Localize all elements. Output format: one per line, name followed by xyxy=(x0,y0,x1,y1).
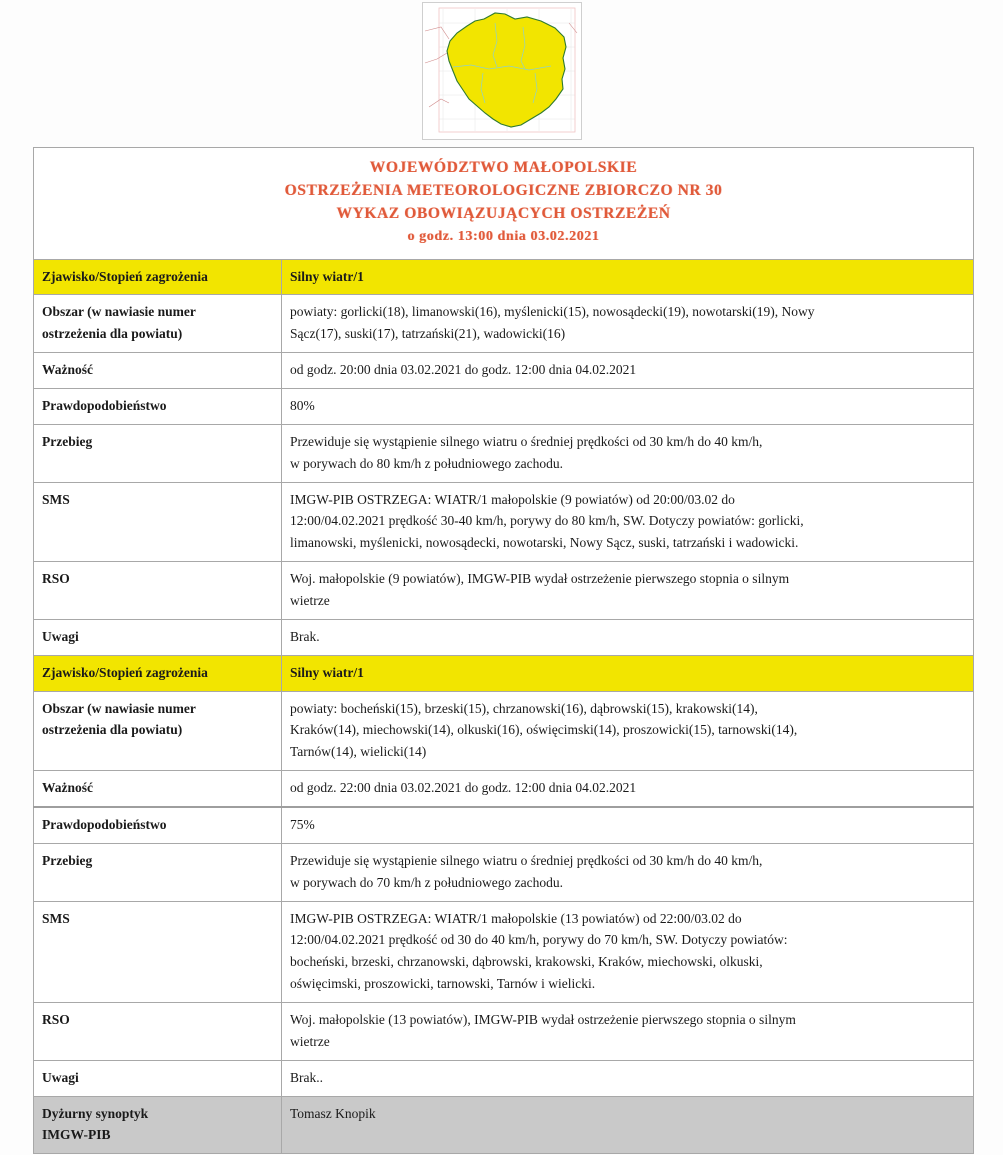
table-row-phenomenon-2 xyxy=(34,655,974,691)
table-row-validity-2 xyxy=(34,771,974,807)
label-rso-2: RSO xyxy=(34,1002,282,1060)
value-sms-1-line3: limanowski, myślenicki, nowosądecki, nowotarski, Nowy Sącz, suski, tatrzański i wadowicki. xyxy=(290,535,799,551)
label-duty-synoptic-line2: IMGW-PIB xyxy=(42,1127,111,1143)
header-subtitle: WYKAZ OBOWIĄZUJĄCYCH OSTRZEŻEŃ xyxy=(336,204,671,222)
label-sms-2: SMS xyxy=(34,901,282,1002)
map-svg xyxy=(423,3,579,137)
value-duty-synoptic-name: Tomasz Knopik xyxy=(282,1096,974,1154)
value-course-1-line2: w porywach do 80 km/h z południowego zachodu. xyxy=(290,455,563,471)
label-area-1 xyxy=(34,295,282,353)
label-area-1-line1: Obszar (w nawiasie numer xyxy=(42,304,196,320)
value-rso-2 xyxy=(282,1002,974,1060)
malopolskie-voivodeship-map xyxy=(422,2,582,140)
table-row-area-2 xyxy=(34,691,974,771)
value-phenomenon-2: Silny wiatr/1 xyxy=(282,655,974,691)
value-rso-1-line1: Woj. małopolskie (9 powiatów), IMGW-PIB wydał ostrzeżenie pierwszego stopnia o silnym xyxy=(290,571,790,587)
value-sms-2-line4: oświęcimski, proszowicki, tarnowski, Tarnów i wielicki. xyxy=(290,976,596,992)
value-area-2 xyxy=(282,691,974,771)
value-sms-2-line2: 12:00/04.02.2021 prędkość od 30 do 40 km/h, porywy do 70 km/h, SW. Dotyczy powiatów: xyxy=(290,932,788,948)
label-area-2 xyxy=(34,691,282,771)
header-bulletin-number: OSTRZEŻENIA METEOROLOGICZNE ZBIORCZO NR 30 xyxy=(284,181,723,199)
table-row-duty-synoptic xyxy=(34,1096,974,1154)
label-validity-1: Ważność xyxy=(34,353,282,389)
table-row-probability-2 xyxy=(34,807,974,843)
table-row-sms-2 xyxy=(34,901,974,1002)
value-phenomenon-1: Silny wiatr/1 xyxy=(282,259,974,295)
label-remarks-2: Uwagi xyxy=(34,1060,282,1096)
value-course-2-line2: w porywach do 70 km/h z południowego zachodu. xyxy=(290,874,563,890)
value-rso-2-line1: Woj. małopolskie (13 powiatów), IMGW-PIB wydał ostrzeżenie pierwszego stopnia o silnym xyxy=(290,1011,796,1027)
label-sms-1: SMS xyxy=(34,482,282,562)
value-course-1-line1: Przewiduje się wystąpienie silnego wiatru o średniej prędkości od 30 km/h do 40 km/h, xyxy=(290,433,763,449)
label-area-2-line1: Obszar (w nawiasie numer xyxy=(42,700,196,716)
label-area-2-line2: ostrzeżenia dla powiatu) xyxy=(42,722,183,738)
value-area-1-line2: Sącz(17), suski(17), tatrzański(21), wadowicki(16) xyxy=(290,326,566,342)
label-remarks-1: Uwagi xyxy=(34,619,282,655)
value-area-2-line1: powiaty: bocheński(15), brzeski(15), chrzanowski(16), dąbrowski(15), krakowski(14), xyxy=(290,700,758,716)
value-course-2-line1: Przewiduje się wystąpienie silnego wiatru o średniej prędkości od 30 km/h do 40 km/h, xyxy=(290,852,763,868)
value-sms-1 xyxy=(282,482,974,562)
table-row-rso-2 xyxy=(34,1002,974,1060)
value-course-2 xyxy=(282,843,974,901)
label-duty-synoptic-line1: Dyżurny synoptyk xyxy=(42,1105,149,1121)
bulletin-header-row xyxy=(34,148,974,260)
value-area-2-line3: Tarnów(14), wielicki(14) xyxy=(290,744,427,760)
value-sms-2-line1: IMGW-PIB OSTRZEGA: WIATR/1 małopolskie (13 powiatów) od 22:00/03.02 do xyxy=(290,910,742,926)
value-area-1 xyxy=(282,295,974,353)
value-area-1-line1: powiaty: gorlicki(18), limanowski(16), myślenicki(15), nowosądecki(19), nowotarski(19), Nowy xyxy=(290,304,815,320)
label-probability-1: Prawdopodobieństwo xyxy=(34,388,282,424)
label-probability-2: Prawdopodobieństwo xyxy=(34,807,282,843)
value-rso-1-line2: wietrze xyxy=(290,592,330,608)
warnings-table xyxy=(33,147,974,1154)
bulletin-header-cell xyxy=(34,148,974,260)
header-issue-time: o godz. 13:00 dnia 03.02.2021 xyxy=(407,228,600,244)
label-phenomenon-2: Zjawisko/Stopień zagrożenia xyxy=(34,655,282,691)
value-area-2-line2: Kraków(14), miechowski(14), olkuski(16), oświęcimski(14), proszowicki(15), tarnowski(14), xyxy=(290,722,798,738)
map-container xyxy=(0,0,1003,140)
value-probability-2: 75% xyxy=(282,807,974,843)
label-validity-2: Ważność xyxy=(34,771,282,807)
value-probability-1: 80% xyxy=(282,388,974,424)
table-row-probability-1 xyxy=(34,388,974,424)
table-row-remarks-1 xyxy=(34,619,974,655)
value-validity-2: od godz. 22:00 dnia 03.02.2021 do godz. 12:00 dnia 04.02.2021 xyxy=(282,771,974,807)
value-sms-2 xyxy=(282,901,974,1002)
table-row-remarks-2 xyxy=(34,1060,974,1096)
label-duty-synoptic xyxy=(34,1096,282,1154)
table-row-area-1 xyxy=(34,295,974,353)
label-course-1: Przebieg xyxy=(34,424,282,482)
warnings-table-container xyxy=(33,147,973,1154)
table-row-course-2 xyxy=(34,843,974,901)
label-area-1-line2: ostrzeżenia dla powiatu) xyxy=(42,326,183,342)
header-voivodeship: WOJEWÓDZTWO MAŁOPOLSKIE xyxy=(369,159,638,176)
label-phenomenon-1: Zjawisko/Stopień zagrożenia xyxy=(34,259,282,295)
table-row-validity-1 xyxy=(34,353,974,389)
value-remarks-2: Brak.. xyxy=(282,1060,974,1096)
label-rso-1: RSO xyxy=(34,562,282,620)
value-validity-1: od godz. 20:00 dnia 03.02.2021 do godz. 12:00 dnia 04.02.2021 xyxy=(282,353,974,389)
value-sms-1-line2: 12:00/04.02.2021 prędkość 30-40 km/h, porywy do 80 km/h, SW. Dotyczy powiatów: gorlicki, xyxy=(290,513,804,529)
value-rso-2-line2: wietrze xyxy=(290,1033,330,1049)
table-row-course-1 xyxy=(34,424,974,482)
value-rso-1 xyxy=(282,562,974,620)
value-sms-2-line3: bocheński, brzeski, chrzanowski, dąbrowski, krakowski, Kraków, miechowski, olkuski, xyxy=(290,954,763,970)
table-row-rso-1 xyxy=(34,562,974,620)
table-row-sms-1 xyxy=(34,482,974,562)
value-remarks-1: Brak. xyxy=(282,619,974,655)
value-course-1 xyxy=(282,424,974,482)
table-row-phenomenon-1 xyxy=(34,259,974,295)
value-sms-1-line1: IMGW-PIB OSTRZEGA: WIATR/1 małopolskie (9 powiatów) od 20:00/03.02 do xyxy=(290,491,735,507)
label-course-2: Przebieg xyxy=(34,843,282,901)
